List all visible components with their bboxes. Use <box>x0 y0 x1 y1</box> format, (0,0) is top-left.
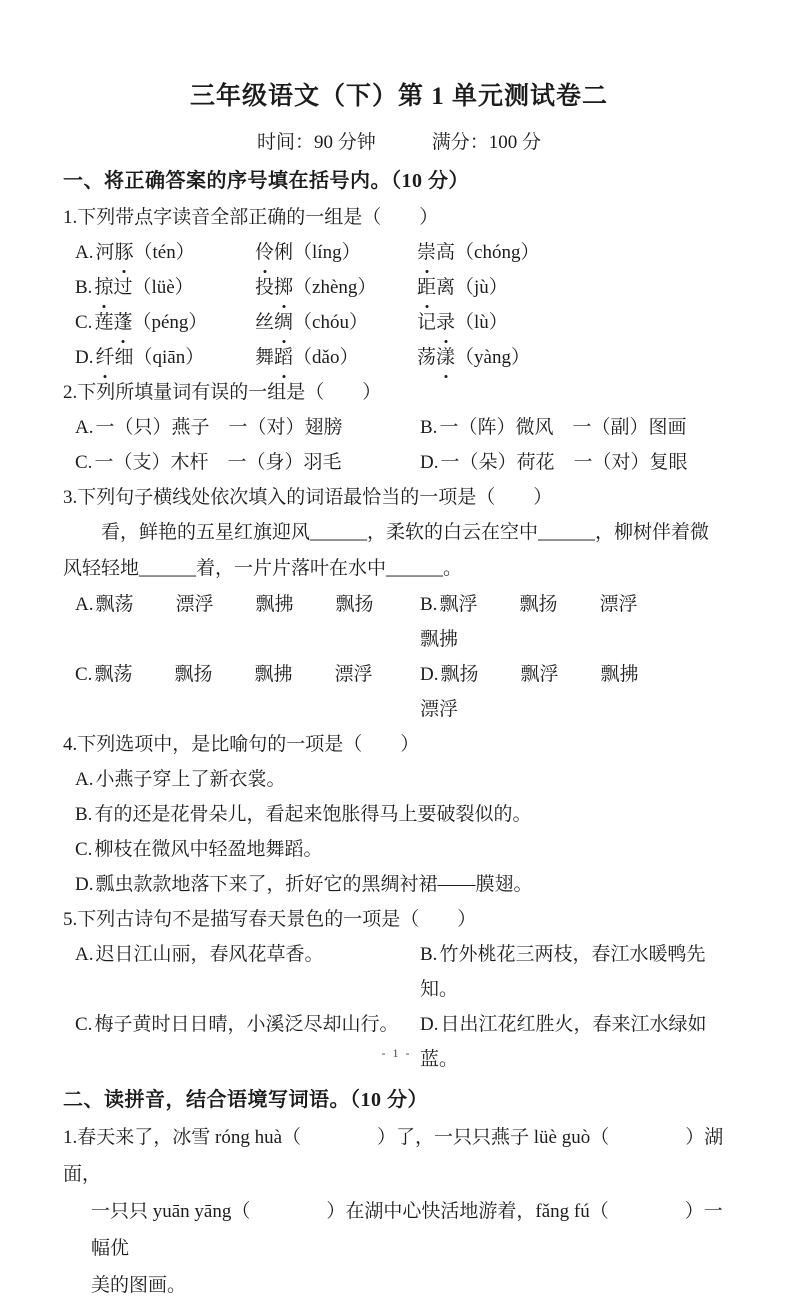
q4-choice-c <box>63 832 735 867</box>
choice-text: 瓢虫款款地落下来了，折好它的黑绸衬裙——膜翅。 <box>95 874 533 895</box>
choice-word: 飘拂 <box>255 594 294 615</box>
dotted-char: 录 <box>436 305 455 340</box>
choice-text: 一（阵）微风 一（副）图画 <box>439 417 687 438</box>
word-part: 细（qiān） <box>114 347 205 368</box>
word-part: （dǎo） <box>293 347 359 368</box>
q1-choice-b-word-3 <box>417 270 735 305</box>
choice-word: 飘荡 <box>95 594 134 615</box>
choice-label: A. <box>75 594 94 615</box>
word-part: 河 <box>95 242 115 263</box>
choice-word: 飘浮 <box>439 594 478 615</box>
choice-word: 飘扬 <box>335 594 374 615</box>
q1-choice-a-word-2 <box>255 235 417 270</box>
q1-choice-d-word-3 <box>417 340 735 375</box>
s2-q1-line-1: 1.春天来了，冰雪 róng huà（ ）了，一只只燕子 lüè guò（ ）湖面， <box>63 1127 724 1185</box>
q3-options <box>63 587 735 727</box>
dotted-char: 掠 <box>94 270 113 305</box>
q3-passage-line-2: 风轻轻地______着，一片片落叶在水中______。 <box>63 558 463 579</box>
choice-text: 迟日江山丽，春风花草香。 <box>95 944 324 965</box>
choice-word: 漂浮 <box>334 664 373 685</box>
q3-passage-line-1: 看，鲜艳的五星红旗迎风______，柔软的白云在空中______，柳树伴着微 <box>101 522 710 543</box>
choice-label: B. <box>420 417 438 438</box>
q5-stem: 5.下列古诗句不是描写春天景色的一项是（ ） <box>63 909 477 930</box>
q3-stem: 3.下列句子横线处依次填入的词语最恰当的一项是（ ） <box>63 487 553 508</box>
choice-label: D. <box>75 874 94 895</box>
word-part: （yàng） <box>455 347 530 368</box>
choice-text: 日出江花红胜火，春来江水绿如蓝。 <box>420 1014 707 1070</box>
choice-text: 有的还是花骨朵儿，看起来饱胀得马上要破裂似的。 <box>94 804 532 825</box>
dotted-char: 蹈 <box>274 340 293 375</box>
q3-choice-a <box>75 587 420 657</box>
q2-choice-d <box>420 445 735 480</box>
word-part: 过（lüè） <box>113 277 194 298</box>
word-part: （chóu） <box>293 312 368 333</box>
word-part: 俐（líng） <box>274 242 361 263</box>
choice-label: B. <box>420 944 438 965</box>
q1-choice-c-word-1 <box>75 305 255 340</box>
q3-choice-c <box>75 657 420 727</box>
q2-stem: 2.下列所填量词有误的一组是（ ） <box>63 382 382 403</box>
choice-word: 漂浮 <box>599 594 638 615</box>
choice-text: 一（只）燕子 一（对）翅膀 <box>95 417 343 438</box>
word-part: 舞 <box>255 347 275 368</box>
word-part: 莲 <box>94 312 114 333</box>
word-part: 高（chóng） <box>436 242 540 263</box>
choice-word: 飘拂 <box>254 664 293 685</box>
q1-choice-b-word-2 <box>255 270 417 305</box>
dotted-char: 伶 <box>255 235 274 270</box>
choice-label: A. <box>75 242 94 263</box>
choice-label: D. <box>75 347 94 368</box>
choice-label: C. <box>75 452 93 473</box>
choice-label: D. <box>420 664 439 685</box>
section-two-heading: 二、读拼音，结合语境写词语。（10 分） <box>63 1089 428 1111</box>
q1-choice-d-word-1 <box>75 340 255 375</box>
choice-word: 飘浮 <box>520 664 559 685</box>
choice-label: B. <box>75 804 93 825</box>
choice-text: 梅子黄时日日晴，小溪泛尽却山行。 <box>94 1014 399 1035</box>
choice-text: 小燕子穿上了新衣裳。 <box>95 769 286 790</box>
choice-label: D. <box>420 452 439 473</box>
q1-stem: 1.下列带点字读音全部正确的一组是（ ） <box>63 207 439 228</box>
q5-choice-d <box>420 1007 735 1077</box>
page-number: - 1 - <box>381 1046 412 1060</box>
choice-text: 一（朵）荷花 一（对）复眼 <box>440 452 688 473</box>
choice-label: B. <box>75 277 93 298</box>
dotted-char: 距 <box>417 270 436 305</box>
choice-label: A. <box>75 769 94 790</box>
choice-word: 飘扬 <box>440 664 479 685</box>
dotted-char: 掷 <box>274 270 293 305</box>
word-part: 离（jù） <box>436 277 508 298</box>
choice-label: C. <box>75 1014 93 1035</box>
q5-choice-c <box>75 1007 420 1077</box>
q5-choice-a <box>75 937 420 1007</box>
word-part: 记 <box>417 312 437 333</box>
paper-meta <box>63 130 735 156</box>
choice-label: C. <box>75 839 93 860</box>
q5-choice-b <box>420 937 735 1007</box>
q2-choice-a <box>75 410 420 445</box>
word-part: （lù） <box>455 312 508 333</box>
word-part: （zhèng） <box>293 277 377 298</box>
choice-label: C. <box>75 664 93 685</box>
choice-text: 柳枝在微风中轻盈地舞蹈。 <box>94 839 323 860</box>
q3-choice-d <box>420 657 735 727</box>
q4-choice-a <box>63 762 735 797</box>
word-part: （tén） <box>133 242 195 263</box>
choice-word: 飘拂 <box>420 629 459 650</box>
choice-label: D. <box>420 1014 439 1035</box>
choice-word: 漂浮 <box>175 594 214 615</box>
choice-word: 飘扬 <box>519 594 558 615</box>
dotted-char: 蓬 <box>113 305 132 340</box>
q2-choice-c <box>75 445 420 480</box>
q1-choice-a-word-3 <box>417 235 735 270</box>
q2-options <box>63 410 735 480</box>
dotted-char: 崇 <box>417 235 436 270</box>
word-part: 丝 <box>255 312 275 333</box>
choice-text: 一（支）木杆 一（身）羽毛 <box>94 452 342 473</box>
time-limit-label: 时间：90 分钟 <box>256 132 376 153</box>
dotted-char: 纤 <box>95 340 114 375</box>
paper-title: 三年级语文（下）第 1 单元测试卷二 <box>189 83 608 110</box>
q1-options <box>63 235 735 375</box>
q1-choice-c-word-3 <box>417 305 735 340</box>
q1-choice-a-word-1 <box>75 235 255 270</box>
choice-label: B. <box>420 594 438 615</box>
word-part: 荡 <box>417 347 437 368</box>
dotted-char: 绸 <box>274 305 293 340</box>
choice-word: 飘拂 <box>600 664 639 685</box>
full-score-label: 满分：100 分 <box>431 132 542 153</box>
choice-word: 飘扬 <box>174 664 213 685</box>
dotted-char: 豚 <box>115 235 134 270</box>
q3-choice-b <box>420 587 735 657</box>
choice-label: A. <box>75 417 94 438</box>
s2-q1-line-2: 一只只 yuān yāng（ ）在湖中心快活地游着，fǎng fú（ ）一幅优 <box>91 1201 723 1259</box>
q2-choice-b <box>420 410 735 445</box>
q4-stem: 4.下列选项中，是比喻句的一项是（ ） <box>63 734 420 755</box>
choice-word: 漂浮 <box>420 699 459 720</box>
choice-word: 飘荡 <box>94 664 133 685</box>
s2-q1-line-3: 美的图画。 <box>91 1275 187 1296</box>
dotted-char: 漾 <box>436 340 455 375</box>
choice-label: C. <box>75 312 93 333</box>
q4-choice-b <box>63 797 735 832</box>
choice-text: 竹外桃花三两枝，春江水暖鸭先知。 <box>420 944 706 1000</box>
choice-label: A. <box>75 944 94 965</box>
q1-choice-d-word-2 <box>255 340 417 375</box>
word-part: （péng） <box>132 312 208 333</box>
q4-choice-d <box>63 867 735 902</box>
q1-choice-c-word-2 <box>255 305 417 340</box>
q1-choice-b-word-1 <box>75 270 255 305</box>
section-one-heading: 一、将正确答案的序号填在括号内。（10 分） <box>63 170 469 192</box>
word-part: 投 <box>255 277 275 298</box>
